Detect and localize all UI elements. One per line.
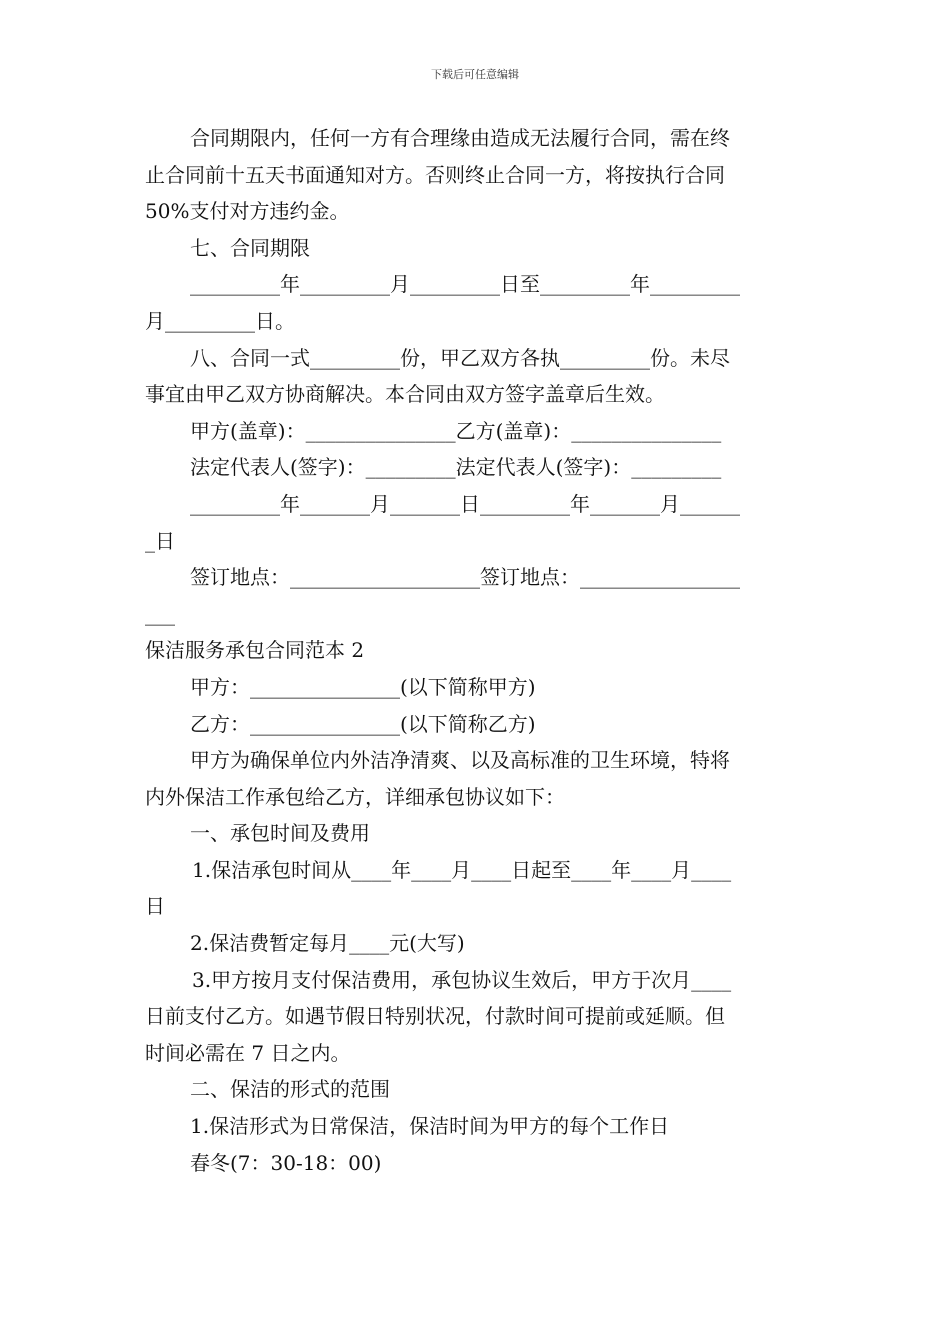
text-line: 事宜由甲乙双方协商解决。本合同由双方签字盖章后生效。 xyxy=(145,382,665,407)
text-line: 2.保洁费暂定每月____元(大写) xyxy=(190,931,465,956)
text-line: _________年_________月_________日至_________年_________ xyxy=(190,272,740,297)
text-line: 法定代表人(签字)：_________法定代表人(签字)：_________ xyxy=(190,455,722,480)
text-line: 月_________日。 xyxy=(145,308,295,333)
text-line: 保洁服务承包合同范本 2 xyxy=(145,638,365,663)
text-line: 一、承包时间及费用 xyxy=(190,821,370,846)
text-line: 1.保洁形式为日常保洁，保洁时间为甲方的每个工作日 xyxy=(190,1114,670,1139)
text-line: 二、保洁的形式的范围 xyxy=(190,1077,390,1102)
text-line: 春冬(7：30-18：00) xyxy=(190,1150,382,1175)
document-body xyxy=(145,120,815,1181)
text-line: 合同期限内，任何一方有合理缘由造成无法履行合同，需在终 xyxy=(190,126,730,150)
text-line: ___ xyxy=(145,601,175,626)
text-line: 日前支付乙方。如遇节假日特别状况，付款时间可提前或延顺。但 xyxy=(145,1004,725,1029)
text-line: _________年_______月_______日_________年_______月______ xyxy=(190,491,740,516)
page-header-note: 下载后可任意编辑 xyxy=(431,68,519,81)
text-line: 签订地点：___________________签订地点：________________ xyxy=(190,565,740,590)
text-line: 甲方(盖章)：_______________乙方(盖章)：_______________ xyxy=(190,418,722,443)
text-line: 七、合同期限 xyxy=(190,235,310,260)
text-line: 甲方为确保单位内外洁净清爽、以及高标准的卫生环境，特将 xyxy=(190,748,730,773)
text-line: 八、合同一式_________份，甲乙双方各执_________份。未尽 xyxy=(190,345,730,370)
text-line: 日 xyxy=(145,894,165,919)
text-line: 50%支付对方违约金。 xyxy=(145,199,350,224)
text-line: 时间必需在 7 日之内。 xyxy=(145,1040,351,1065)
text-line: _日 xyxy=(145,528,175,553)
text-line: 内外保洁工作承包给乙方，详细承包协议如下： xyxy=(145,784,565,809)
text-line: 1.保洁承包时间从____年____月____日起至____年____月____ xyxy=(192,857,732,882)
text-line: 止合同前十五天书面通知对方。否则终止合同一方，将按执行合同 xyxy=(145,162,725,187)
text-line: 甲方：_______________(以下简称甲方) xyxy=(190,674,536,699)
text-line: 3.甲方按月支付保洁费用，承包协议生效后，甲方于次月____ xyxy=(192,967,732,992)
text-line: 乙方：_______________(以下简称乙方) xyxy=(190,711,536,736)
